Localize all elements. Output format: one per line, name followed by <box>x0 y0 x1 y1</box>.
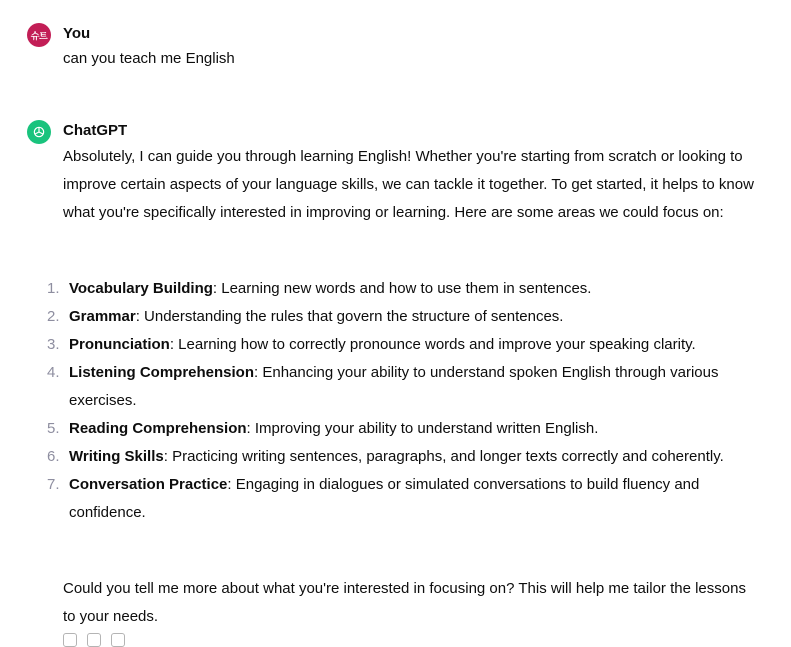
list-item <box>0 303 759 331</box>
regenerate-icon[interactable] <box>111 633 125 647</box>
list-number: 6. <box>47 448 60 465</box>
list-item <box>0 359 759 415</box>
list-number: 5. <box>47 420 60 437</box>
item-title: Listening Comprehension <box>69 364 255 381</box>
item-desc: : Improving your ability to understand written English. <box>246 420 599 437</box>
openai-logo-icon <box>31 124 47 140</box>
list-number: 1. <box>47 280 60 297</box>
list-number: 4. <box>47 364 60 381</box>
item-desc: : Engaging in dialogues or simulated conversations to build fluency and confidence. <box>69 476 700 521</box>
item-title: Vocabulary Building <box>69 280 213 297</box>
list-number: 7. <box>47 476 60 493</box>
item-title: Grammar <box>69 308 136 325</box>
chatgpt-avatar <box>27 120 51 144</box>
list-item <box>0 331 759 359</box>
item-desc: : Understanding the rules that govern the structure of sentences. <box>135 308 564 325</box>
assistant-outro: Could you tell me more about what you're interested in focusing on? This will help me tailor the lessons to your needs. <box>63 580 746 625</box>
user-avatar: 슈트 <box>27 23 51 47</box>
item-title: Writing Skills <box>69 448 164 465</box>
chatgpt-name: ChatGPT <box>63 122 128 139</box>
list-number: 2. <box>47 308 60 325</box>
list-item <box>0 415 759 443</box>
item-title: Reading Comprehension <box>69 420 247 437</box>
message-actions <box>63 633 125 647</box>
list-item <box>0 443 759 471</box>
item-desc: : Learning new words and how to use them in sentences. <box>212 280 592 297</box>
item-title: Pronunciation <box>69 336 170 353</box>
item-desc: : Enhancing your ability to understand spoken English through various exercises. <box>69 364 719 409</box>
speaker-icon[interactable] <box>63 633 77 647</box>
user-message: can you teach me English <box>63 50 235 67</box>
topic-list <box>0 275 759 527</box>
list-number: 3. <box>47 336 60 353</box>
copy-icon[interactable] <box>87 633 101 647</box>
item-title: Conversation Practice <box>69 476 228 493</box>
list-item <box>0 275 759 303</box>
assistant-intro: Absolutely, I can guide you through learning English! Whether you're starting from scratch or looking to improve certain aspects of your language skills, we can tackle it together. To get started, it helps to know what you're specifically interested in improving or learning. Here are some areas we could focus on: <box>63 148 754 221</box>
item-desc: : Practicing writing sentences, paragraphs, and longer texts correctly and coherently. <box>163 448 724 465</box>
list-item <box>0 471 759 527</box>
item-desc: : Learning how to correctly pronounce words and improve your speaking clarity. <box>169 336 696 353</box>
user-name: You <box>63 25 91 42</box>
